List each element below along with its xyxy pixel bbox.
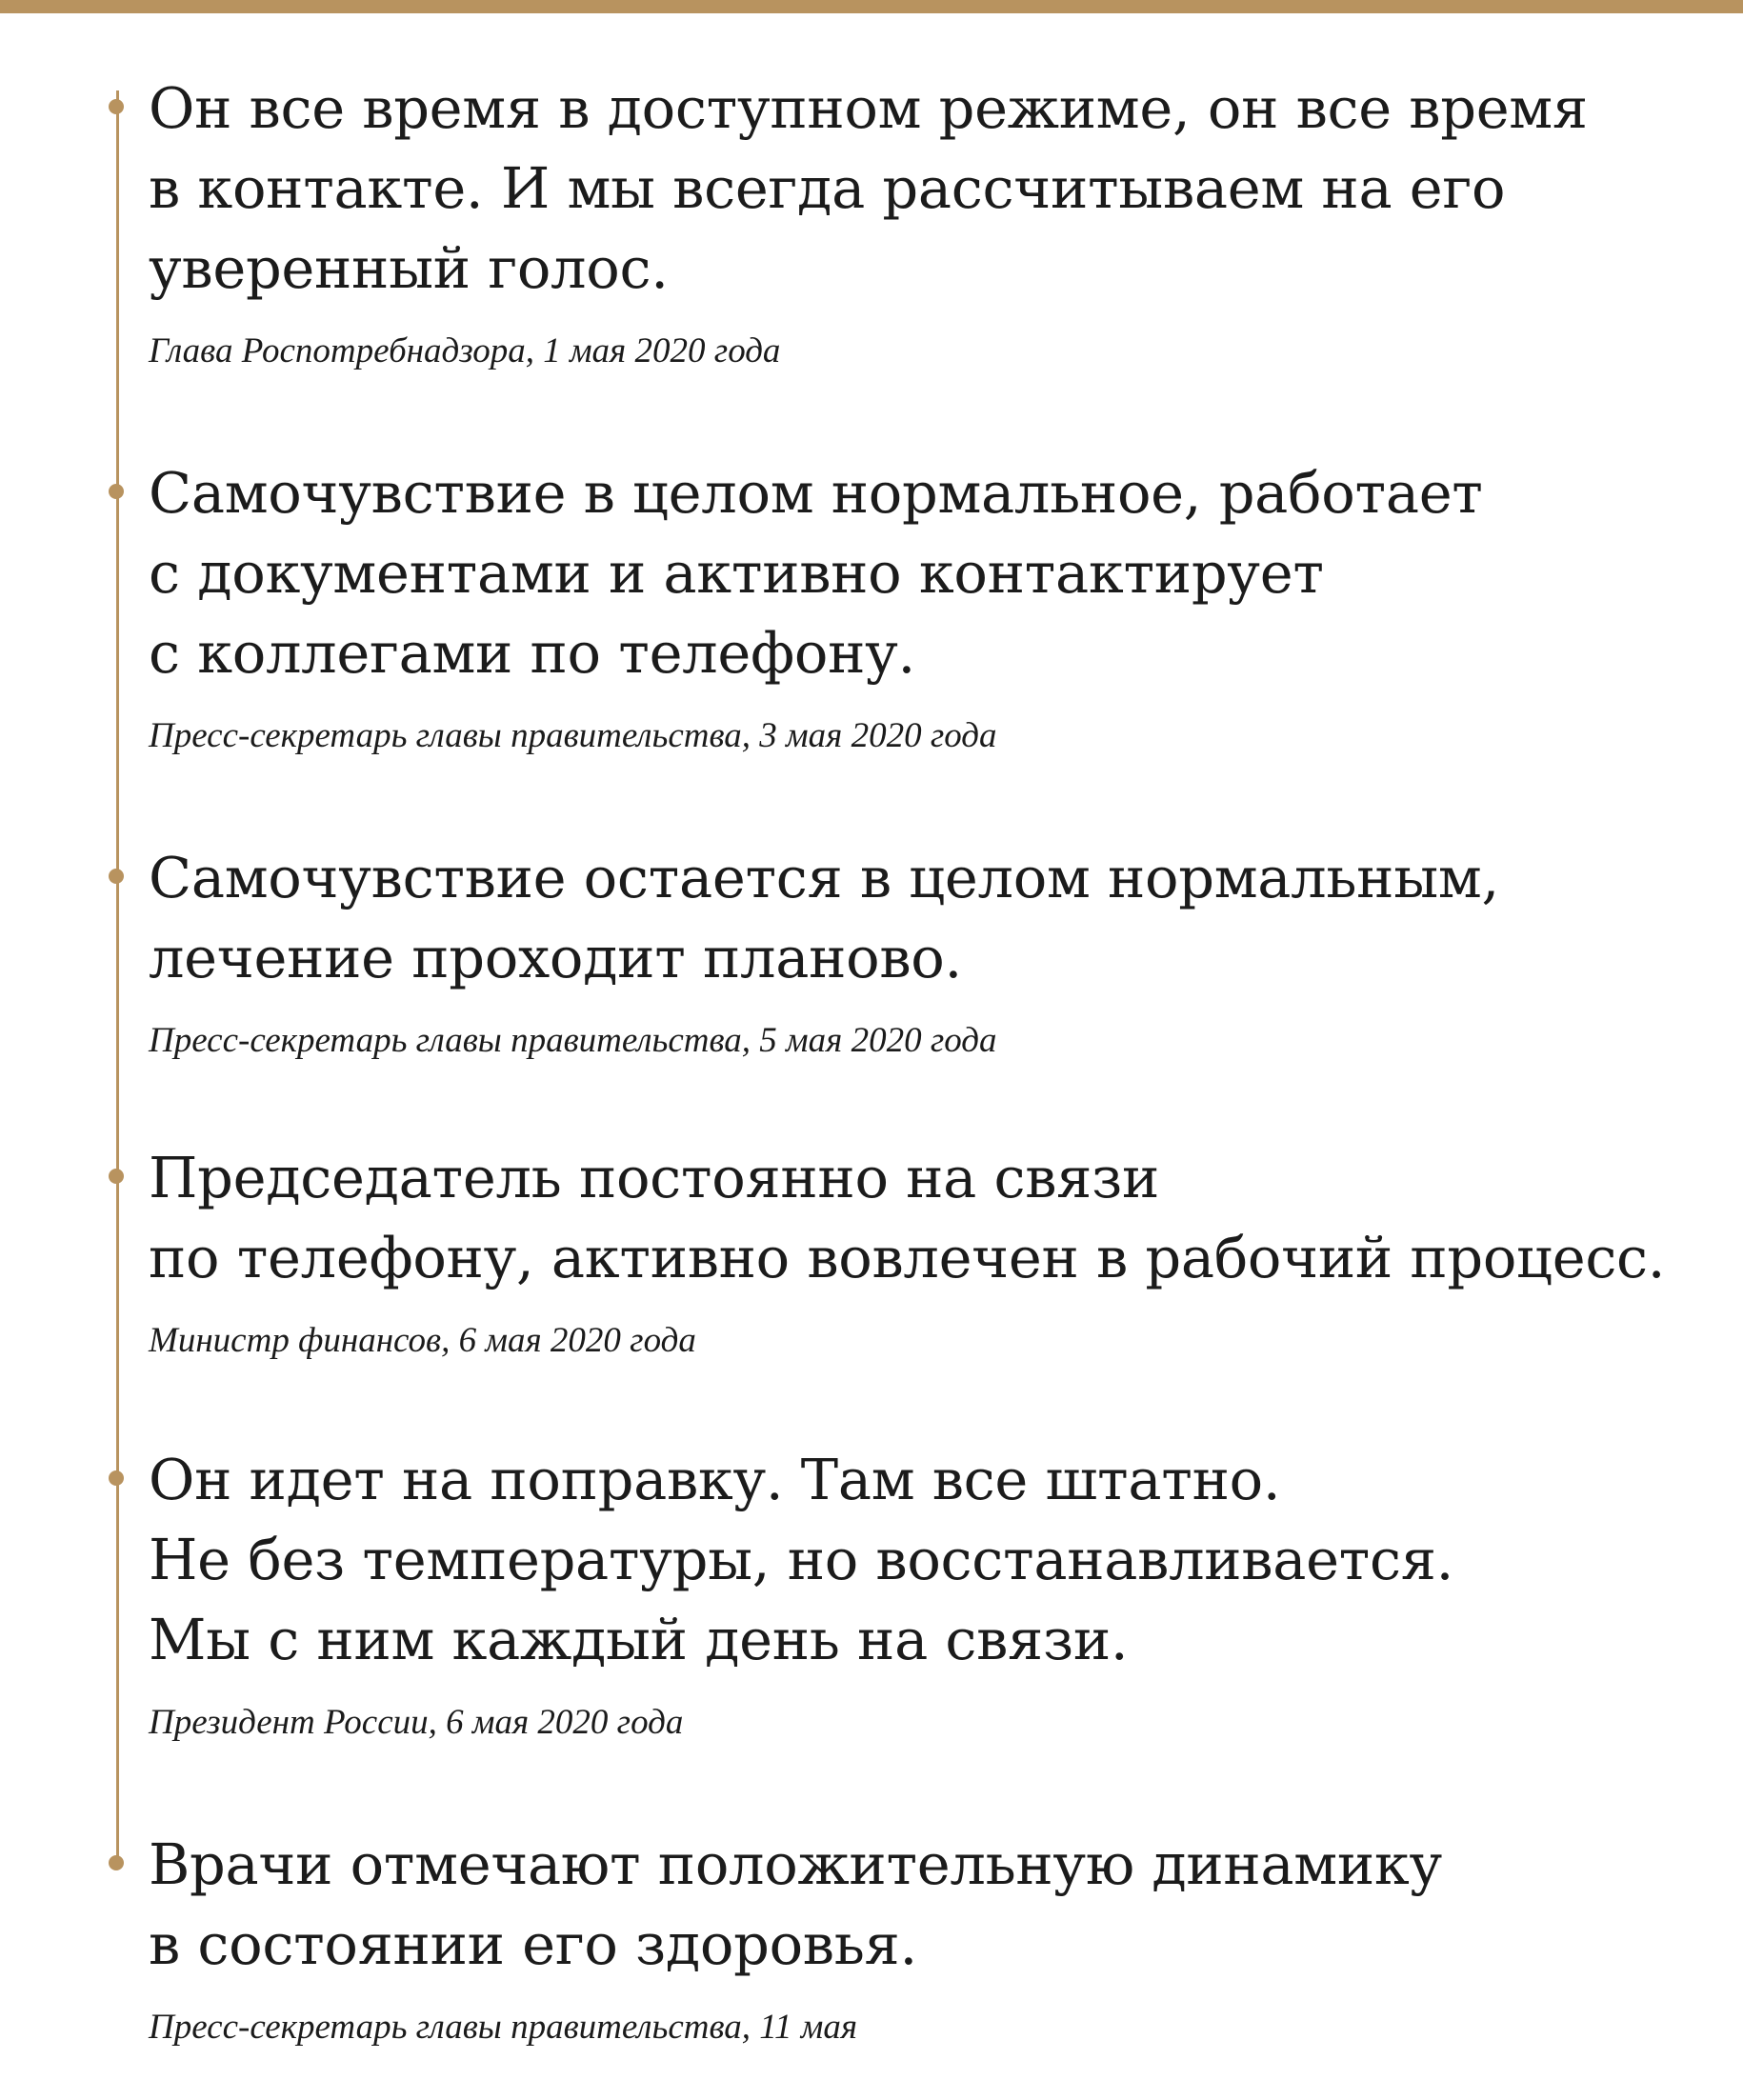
- quote-source: Пресс-секретарь главы правительства, 5 мая 2020 года: [149, 1021, 997, 1060]
- quote-source: Пресс-секретарь главы правительства, 11 мая: [149, 2008, 858, 2047]
- quote-text: [149, 1138, 1711, 1298]
- timeline-bullet: [109, 484, 124, 499]
- top-accent-bar: [0, 0, 1743, 13]
- quote-line: уверенный голос.: [149, 235, 669, 301]
- quote-item: [149, 69, 1711, 373]
- quote-line: Не без температуры, но восстанавливается.: [149, 1527, 1454, 1592]
- quote-text: [149, 1440, 1711, 1680]
- quote-text: [149, 453, 1711, 693]
- quote-source: Президент России, 6 мая 2020 года: [149, 1703, 684, 1742]
- quote-line: Он все время в доступном режиме, он все время: [149, 75, 1588, 141]
- quote-item: [149, 1440, 1711, 1745]
- quote-item: [149, 1825, 1711, 2050]
- quote-text: [149, 838, 1711, 998]
- quote-item: [149, 453, 1711, 758]
- quote-source: Министр финансов, 6 мая 2020 года: [149, 1321, 696, 1360]
- quote-line: Председатель постоянно на связи: [149, 1145, 1159, 1210]
- quote-line: в состоянии его здоровья.: [149, 1911, 917, 1977]
- quote-source: Глава Роспотребнадзора, 1 мая 2020 года: [149, 331, 781, 370]
- quote-text: [149, 1825, 1711, 1985]
- timeline-bullet: [109, 869, 124, 884]
- timeline-bullet: [109, 1169, 124, 1184]
- quote-line: Мы с ним каждый день на связи.: [149, 1607, 1129, 1672]
- quote-line: по телефону, активно вовлечен в рабочий процесс.: [149, 1225, 1666, 1290]
- timeline-line: [116, 90, 119, 1862]
- timeline-bullet: [109, 1855, 124, 1870]
- quote-line: с коллегами по телефону.: [149, 620, 915, 686]
- timeline-bullet: [109, 99, 124, 114]
- quote-line: Он идет на поправку. Там все штатно.: [149, 1447, 1281, 1512]
- quote-text: [149, 69, 1711, 309]
- quote-item: [149, 838, 1711, 1063]
- quote-line: в контакте. И мы всегда рассчитываем на его: [149, 155, 1506, 221]
- quote-line: Самочувствие остается в целом нормальным,: [149, 845, 1499, 910]
- quote-line: лечение проходит планово.: [149, 925, 962, 990]
- quote-source: Пресс-секретарь главы правительства, 3 мая 2020 года: [149, 716, 997, 755]
- quote-line: Самочувствие в целом нормальное, работает: [149, 460, 1483, 526]
- timeline-bullet: [109, 1470, 124, 1486]
- quote-item: [149, 1138, 1711, 1363]
- quote-line: с документами и активно контактирует: [149, 540, 1324, 606]
- quote-line: Врачи отмечают положительную динамику: [149, 1831, 1442, 1897]
